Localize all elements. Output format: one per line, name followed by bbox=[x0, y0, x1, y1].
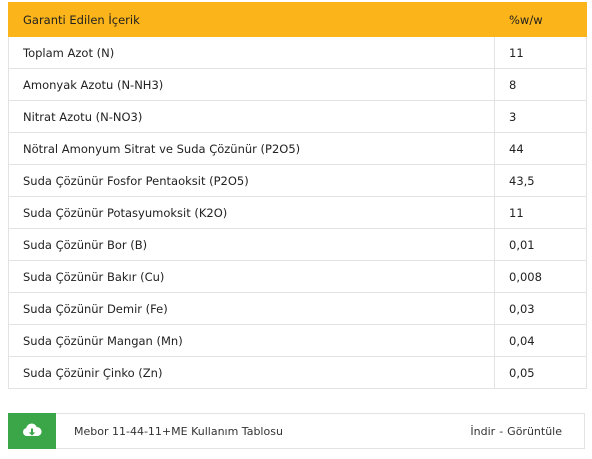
table-row bbox=[9, 101, 587, 133]
download-button[interactable] bbox=[8, 413, 56, 449]
nutrient-name: Suda Çözünür Potasyumoksit (K2O) bbox=[9, 197, 495, 229]
nutrient-value: 11 bbox=[495, 197, 587, 229]
download-link[interactable]: İndir bbox=[470, 424, 496, 438]
nutrient-value: 0,03 bbox=[495, 293, 587, 325]
nutrient-value: 0,008 bbox=[495, 261, 587, 293]
cloud-download-icon bbox=[22, 423, 42, 439]
download-actions bbox=[470, 425, 562, 438]
nutrient-value: 0,01 bbox=[495, 229, 587, 261]
nutrient-name: Suda Çözünür Bakır (Cu) bbox=[9, 261, 495, 293]
nutrient-name: Amonyak Azotu (N-NH3) bbox=[9, 69, 495, 101]
nutrient-value: 0,05 bbox=[495, 357, 587, 389]
nutrient-value: 11 bbox=[495, 37, 587, 69]
table-row bbox=[9, 261, 587, 293]
nutrient-name: Toplam Azot (N) bbox=[9, 37, 495, 69]
column-header-content: Garanti Edilen İçerik bbox=[9, 3, 495, 37]
nutrient-value: 8 bbox=[495, 69, 587, 101]
table-row bbox=[9, 325, 587, 357]
table-row bbox=[9, 133, 587, 165]
table-row bbox=[9, 69, 587, 101]
link-separator: - bbox=[499, 424, 504, 438]
download-bar bbox=[8, 413, 585, 449]
file-name-label: Mebor 11-44-11+ME Kullanım Tablosu bbox=[74, 424, 283, 438]
table-row bbox=[9, 293, 587, 325]
nutrient-name: Suda Çözünür Demir (Fe) bbox=[9, 293, 495, 325]
nutrient-name: Nitrat Azotu (N-NO3) bbox=[9, 101, 495, 133]
table-row bbox=[9, 165, 587, 197]
nutrient-value: 0,04 bbox=[495, 325, 587, 357]
table-header-row bbox=[9, 3, 587, 37]
table-row bbox=[9, 357, 587, 389]
table-row bbox=[9, 197, 587, 229]
nutrient-value: 43,5 bbox=[495, 165, 587, 197]
nutrient-name: Suda Çözünür Mangan (Mn) bbox=[9, 325, 495, 357]
guaranteed-content-table bbox=[8, 2, 587, 389]
nutrient-value: 3 bbox=[495, 101, 587, 133]
view-link[interactable]: Görüntüle bbox=[507, 424, 562, 438]
table-row bbox=[9, 229, 587, 261]
nutrient-value: 44 bbox=[495, 133, 587, 165]
guaranteed-content-section bbox=[8, 2, 586, 389]
column-header-percent: %w/w bbox=[495, 3, 587, 37]
nutrient-name: Suda Çözünür Fosfor Pentaoksit (P2O5) bbox=[9, 165, 495, 197]
nutrient-name: Nötral Amonyum Sitrat ve Suda Çözünür (P2O5) bbox=[9, 133, 495, 165]
table-body bbox=[9, 37, 587, 389]
nutrient-name: Suda Çözünir Çinko (Zn) bbox=[9, 357, 495, 389]
table-row bbox=[9, 37, 587, 69]
nutrient-name: Suda Çözünür Bor (B) bbox=[9, 229, 495, 261]
